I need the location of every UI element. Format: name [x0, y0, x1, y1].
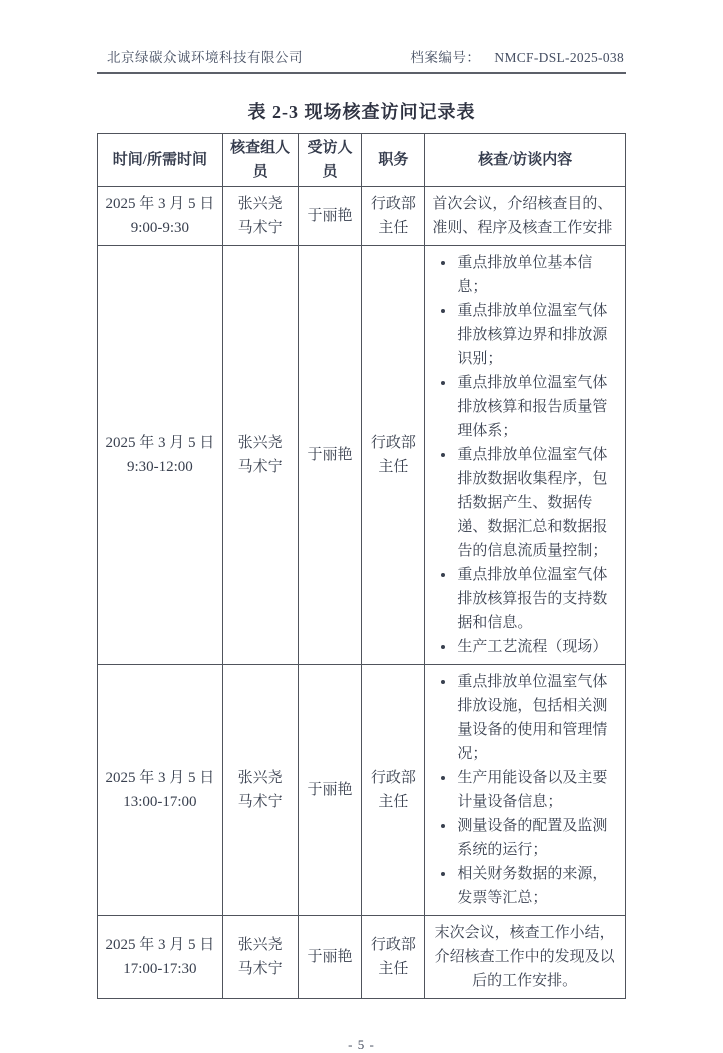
- bullet-item: • 重点排放单位温室气体排放数据收集程序，包括数据产生、数据传递、数据汇总和数据报告的信息流质量控制；: [456, 443, 617, 563]
- time-text: 9:30-12:00: [126, 459, 193, 475]
- verifier-name: 马术宁: [237, 459, 283, 475]
- content-cell: [425, 246, 626, 665]
- position-text: 主任: [378, 961, 409, 977]
- verifier-name: 马术宁: [237, 794, 283, 810]
- content-bullet-list: [432, 670, 617, 910]
- document-header: [97, 46, 626, 74]
- time-cell: [98, 187, 223, 246]
- position-cell: [362, 665, 425, 916]
- bullet-item: • 重点排放单位温室气体排放核算边界和排放源识别；: [456, 299, 617, 371]
- time-cell: [98, 916, 223, 999]
- verifiers-cell: [222, 246, 298, 665]
- position-text: 行政部: [370, 196, 416, 212]
- bullet-item: • 生产用能设备以及主要计量设备信息；: [456, 766, 617, 814]
- interviewee-cell: 于丽艳: [298, 246, 362, 665]
- date-text: 2025 年 3 月 5 日: [105, 196, 215, 212]
- content-cell: [425, 665, 626, 916]
- column-header-position: 职务: [362, 134, 425, 187]
- company-name: 北京绿碳众诚环境科技有限公司: [107, 50, 303, 65]
- bullet-item: • 生产工艺流程（现场）: [456, 635, 617, 659]
- time-text: 13:00-17:00: [123, 794, 197, 810]
- date-text: 2025 年 3 月 5 日: [105, 937, 215, 953]
- time-text: 9:00-9:30: [130, 220, 190, 236]
- date-text: 2025 年 3 月 5 日: [105, 770, 215, 786]
- position-cell: [362, 916, 425, 999]
- interviewee-cell: 于丽艳: [298, 187, 362, 246]
- content-cell: 末次会议，核查工作小结，介绍核查工作中的发现及以后的工作安排。: [425, 916, 626, 999]
- column-header-verifiers: 核查组人员: [222, 134, 298, 187]
- archive-number: [410, 46, 624, 66]
- bullet-item: • 测量设备的配置及监测系统的运行；: [456, 814, 617, 862]
- position-text: 主任: [378, 220, 409, 236]
- bullet-item: • 重点排放单位温室气体排放核算和报告质量管理体系；: [456, 371, 617, 443]
- interviewee-cell: 于丽艳: [298, 665, 362, 916]
- bullet-item: • 重点排放单位基本信息；: [456, 251, 617, 299]
- verification-visit-table: [97, 133, 626, 999]
- column-header-interviewee: 受访人员: [298, 134, 362, 187]
- verifier-name: 马术宁: [237, 220, 283, 236]
- table-row: [98, 665, 626, 916]
- time-cell: [98, 665, 223, 916]
- table-row: [98, 187, 626, 246]
- page-number: - 5 -: [348, 1037, 375, 1052]
- verifier-name: 张兴尧: [237, 770, 283, 786]
- verifier-name: 张兴尧: [237, 196, 283, 212]
- content-bullet-list: [432, 251, 617, 659]
- verifiers-cell: [222, 665, 298, 916]
- interviewee-cell: 于丽艳: [298, 916, 362, 999]
- bullet-item: • 重点排放单位温室气体排放核算报告的支持数据和信息。: [456, 563, 617, 635]
- column-header-time: 时间/所需时间: [98, 134, 223, 187]
- table-row: [98, 916, 626, 999]
- time-cell: [98, 246, 223, 665]
- verifiers-cell: [222, 916, 298, 999]
- time-text: 17:00-17:30: [123, 961, 197, 977]
- table-title: 表 2-3 现场核查访问记录表: [247, 102, 476, 122]
- verifier-name: 张兴尧: [237, 937, 283, 953]
- archive-number-label: 档案编号：: [410, 50, 481, 65]
- table-header-row: [98, 134, 626, 187]
- date-text: 2025 年 3 月 5 日: [105, 435, 215, 451]
- content-cell: 首次会议，介绍核查目的、准则、程序及核查工作安排: [425, 187, 626, 246]
- bullet-item: • 相关财务数据的来源，发票等汇总；: [456, 862, 617, 910]
- archive-number-value: NMCF-DSL-2025-038: [494, 50, 624, 65]
- position-cell: [362, 246, 425, 665]
- position-text: 主任: [378, 794, 409, 810]
- table-row: [98, 246, 626, 665]
- position-text: 行政部: [370, 937, 416, 953]
- column-header-content: 核查/访谈内容: [425, 134, 626, 187]
- bullet-item: • 重点排放单位温室气体排放设施，包括相关测量设备的使用和管理情况；: [456, 670, 617, 766]
- position-text: 行政部: [370, 770, 416, 786]
- verifier-name: 马术宁: [237, 961, 283, 977]
- verifier-name: 张兴尧: [237, 435, 283, 451]
- verifiers-cell: [222, 187, 298, 246]
- position-text: 行政部: [370, 435, 416, 451]
- position-cell: [362, 187, 425, 246]
- position-text: 主任: [378, 459, 409, 475]
- page-content: [97, 0, 626, 1053]
